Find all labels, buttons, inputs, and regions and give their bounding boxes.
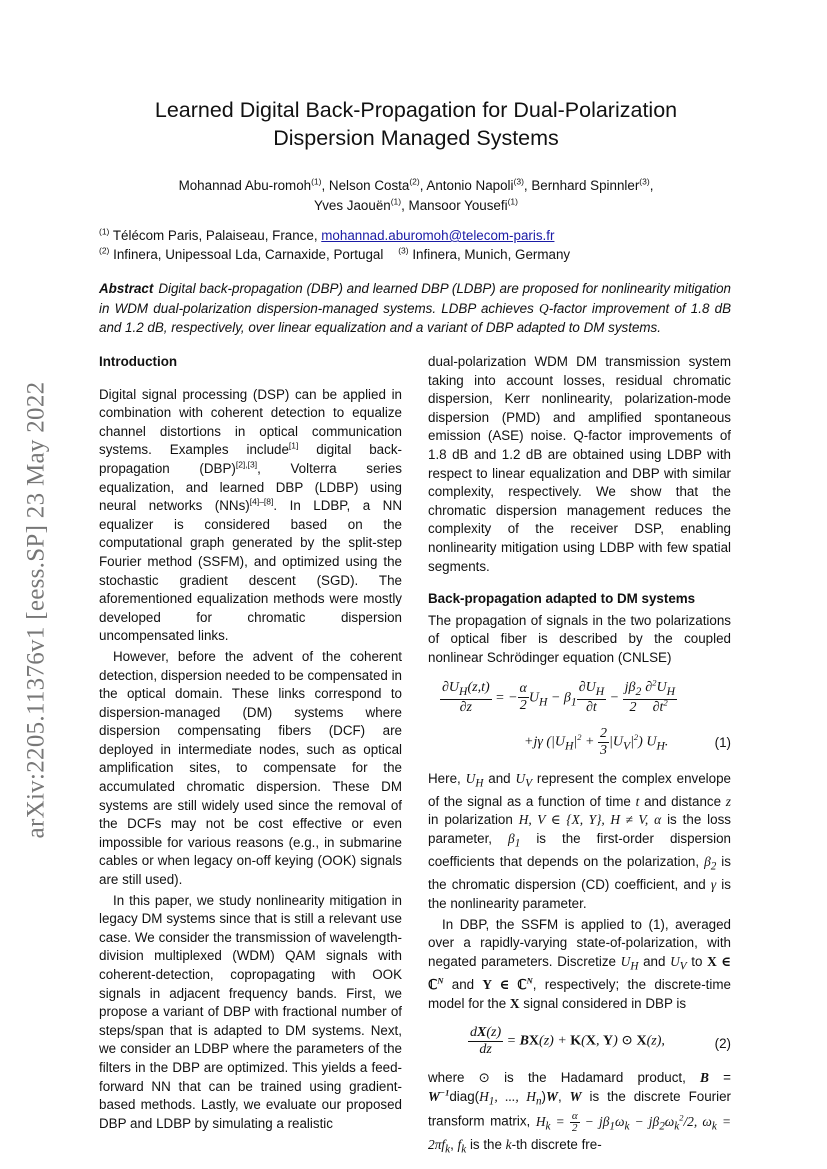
symbol: H, V ∈ {X, Y}, H ≠ V,	[518, 812, 649, 828]
symbol: γ	[710, 877, 717, 893]
paragraph: dual-polarization WDM DM transmission system taking into account losses, residual chromatic dispersion, Kerr nonlinearity, polarization-mode dispersion (PMD) and amplified spontaneous emission (ASE) noise. Q-factor improvements of 1.8 dB and 1.2 dB are obtained using LDBP with respect to linear equalization and DBP with similar complexity, respectively. We show that the chromatic dispersion management reduces the complexity of the receiver DSP, enabling nonlinearity mitigation using LDBP with few spatial segments.	[428, 354, 731, 574]
title-line-1: Learned Digital Back-Propagation for Dual-Polarization	[154, 98, 678, 122]
citation: [2],[3]	[235, 459, 258, 470]
author-name: Mohannad Abu-romoh	[178, 178, 312, 193]
affil-text: Télécom Paris, Palaiseau, France,	[109, 228, 322, 243]
paragraph-text: In DBP, the SSFM is applied to (1), averaged over a rapidly-varying state-of-polarization, with negated parameters. Discretize	[428, 916, 731, 969]
paragraph-text: =	[708, 1070, 731, 1086]
abstract-text: Digital back-propagation (DBP) and learned DBP (LDBP) are proposed for nonlinearity mitigation in WDM dual-polarization dispersion-managed systems. LDBP achieves	[99, 281, 731, 316]
paragraph-text: Digital signal processing (DSP) can be applied in combination with coherent detection to equalize channel distortions in optical communication systems. Examples include	[99, 386, 402, 458]
paragraph-text: is the	[466, 1137, 506, 1153]
affil-mark: (3)	[398, 245, 409, 256]
equation-1-line-2: +jγ ($|U_H|^2$ + $\frac{2}{3}$ $|U_V|^2$) $U_H$.	[524, 725, 669, 758]
paragraph-text: ,	[557, 1088, 570, 1104]
paragraph-text: digital back-propagation (DBP)	[99, 442, 402, 476]
author-name: , Nelson Costa	[321, 178, 410, 193]
paragraph: In this paper, we study nonlinearity mitigation in legacy DM systems since that is still a relevant use case. We consider the transmission of wavelength-division multiplexed (WDM) QAM signals with coherent-detection, copropagating with OOK signals in adjacent frequency bands. First, we propose a variant of DBP with fractional number of steps/span that is adapted to DM systems. Next, we consider an LDBP where the parameters of the filters in the DBP are optimized. This yields a feed-forward NN that can be trained using gradient-based methods. Lastly, we evaluate our proposed DBP and LDBP by simulating a realistic	[99, 892, 402, 1131]
symbol: z	[725, 793, 731, 809]
symbol: $\beta_1$	[508, 830, 521, 850]
arxiv-identifier	[16, 350, 56, 870]
symbol: $W^{-1}$	[428, 1087, 450, 1104]
affil-mark: (1)	[99, 226, 110, 237]
paper-title	[100, 96, 732, 152]
citation: [1]	[288, 440, 299, 451]
paragraph	[428, 770, 731, 914]
symbol: t	[635, 793, 640, 809]
paragraph	[428, 1069, 731, 1159]
title-line-2: Dispersion Managed Systems	[273, 126, 559, 150]
symbol: α	[654, 812, 662, 828]
paragraph-text: and distance	[639, 793, 726, 809]
paragraph-text: signal considered in DBP is	[519, 995, 687, 1011]
paragraph-text: Here,	[428, 770, 466, 786]
symbol: $U_V$	[670, 953, 687, 973]
equation-1-number: (1)	[714, 734, 731, 750]
paragraph-text: is the discrete Fourier transform matrix,	[428, 1088, 731, 1129]
symbol: X ∈ ℂ$^N$	[428, 953, 731, 993]
equation-2-body: $\frac{dX(z)}{dz}$ = BX(z) + K(X, Y) ⊙ X(z),	[470, 1025, 665, 1058]
author-email-link[interactable]: mohannad.aburomoh@telecom-paris.fr	[321, 228, 555, 243]
author-affil-mark: (1)	[507, 196, 518, 207]
author-affil-mark: (1)	[311, 176, 322, 187]
author-list	[100, 176, 732, 216]
paragraph-text: . In LDBP, a NN equalizer is considered based on the computational graph generated by the split-step Fourier method (SSFM), and optimized using the stochastic gradient descent (SGD). The aforementioned equalization methods were mostly developed for chromatic dispersion uncompensated links.	[99, 498, 403, 644]
paragraph-text: to	[686, 953, 708, 969]
author-name: Yves Jaouën	[314, 198, 391, 213]
author-separator: ,	[649, 178, 654, 193]
symbol: $U_H$	[465, 770, 484, 790]
author-line-1	[100, 176, 732, 196]
author-affil-mark: (3)	[639, 176, 650, 187]
symbol: Y ∈ ℂ$^N$	[482, 975, 533, 993]
symbol: X	[509, 995, 520, 1011]
symbol: $H_1$, ..., $H_n$	[479, 1088, 542, 1108]
symbol: $\beta_2$	[704, 854, 717, 873]
author-name: , Antonio Napoli	[419, 178, 514, 193]
paragraph-text: in polarization	[428, 812, 519, 828]
affiliation-1	[99, 227, 570, 246]
paragraph-text: represent the complex envelope of the signal as a function of time	[428, 770, 731, 809]
section-heading-introduction: Introduction	[99, 354, 178, 369]
symbol: $U_H$	[620, 953, 639, 973]
affil-text: Infinera, Munich, Germany	[408, 246, 571, 262]
paragraph: However, before the advent of the coherent detection, dispersion needed to be compensated in the optical domain. These links correspond to dispersion-managed (DM) systems where dispersion compensating fibers (DCF) are deployed in intermediate nodes, such as optical amplification sites, to compensate for the accumulated chromatic dispersion. These DM systems are still widely used since the removal of the DCFs may not be cost effective or even impossible for various reasons (e.g., in submarine cables or when legacy on-off keying (OOK) signals are still used).	[99, 648, 402, 888]
abstract-q-symbol: Q	[539, 300, 549, 316]
paragraph-text: ,	[450, 1137, 458, 1153]
paragraph-text: is the nonlinearity parameter.	[428, 877, 731, 912]
symbol: $H_k$ = $\frac{\alpha}{2}$ − $j\beta_1\omega_k - j\beta_2\omega_k^2/2$, $\omega_k = 2\pi f_k$	[428, 1110, 732, 1156]
right-column	[428, 353, 731, 1159]
paragraph-text: -th discrete fre-	[511, 1137, 602, 1153]
paragraph-text: and	[638, 953, 671, 969]
symbol: $U_V$	[515, 770, 533, 790]
paragraph-text: is the first-order dispersion coefficients that depends on the polarization,	[428, 830, 732, 870]
symbol: W	[546, 1088, 558, 1104]
affil-text: Infinera, Unipessoal Lda, Carnaxide, Portugal	[109, 246, 384, 262]
paragraph-text: , respectively; the discrete-time model for the	[428, 977, 731, 1011]
affil-mark: (2)	[99, 245, 110, 256]
equation-2	[428, 1023, 731, 1063]
paragraph-text: and	[443, 977, 483, 993]
equation-1-line-1: $\frac{\partial U_H(z,t)}{\partial z}$ = − $\frac{\alpha}{2}$ $U_H - \beta_1$ $\frac{\partial U_H}{\partial t}$ − $\frac{j\beta_2}{2}$ $\frac{\partial^2U_H}{\partial t^2}$	[442, 676, 676, 716]
paragraph-text: is the chromatic dispersion (CD) coefficient, and	[428, 854, 731, 893]
equation-2-number: (2)	[714, 1036, 731, 1052]
symbol: k	[505, 1137, 512, 1153]
section-heading-back-propagation: Back-propagation adapted to DM systems	[428, 591, 696, 607]
author-affil-mark: (3)	[513, 176, 524, 187]
symbol: B	[700, 1070, 709, 1086]
paragraph	[99, 386, 402, 646]
paragraph-text: )	[541, 1088, 547, 1104]
left-column	[99, 353, 402, 1133]
paragraph-text: and	[483, 770, 516, 786]
paragraph-text: , Volterra series equalization, and learned DBP (LDBP) using neural networks (NNs)	[99, 460, 403, 514]
abstract	[99, 279, 731, 338]
affiliation-2-3	[99, 246, 570, 265]
abstract-text: -factor improvement of 1.8 dB and 1.2 dB, respectively, over linear equalization and a variant of DBP adapted to DM systems.	[99, 300, 731, 335]
symbol: W	[569, 1088, 582, 1104]
symbol: $f_k$	[457, 1137, 467, 1156]
author-name: , Mansoor Yousefi	[401, 198, 508, 213]
paragraph-text: where ⊙ is the Hadamard product,	[428, 1070, 701, 1086]
author-line-2	[100, 196, 732, 216]
affiliations	[99, 227, 570, 264]
equation-1	[428, 676, 731, 762]
author-affil-mark: (1)	[390, 196, 402, 207]
paragraph: The propagation of signals in the two polarizations of optical fiber is described by the coupled nonlinear Schrödinger equation (CNLSE)	[428, 612, 731, 665]
arxiv-identifier-text: arXiv:2205.11376v1 [eess.SP] 23 May 2022	[22, 381, 49, 839]
abstract-label: Abstract	[99, 281, 154, 296]
paragraph	[428, 916, 731, 1014]
paragraph-text: diag(	[449, 1088, 480, 1104]
paragraph-text: is the loss parameter,	[428, 812, 731, 846]
citation: [4]–[8]	[249, 496, 274, 507]
author-name: , Bernhard Spinnler	[523, 178, 640, 193]
author-affil-mark: (2)	[409, 176, 420, 187]
